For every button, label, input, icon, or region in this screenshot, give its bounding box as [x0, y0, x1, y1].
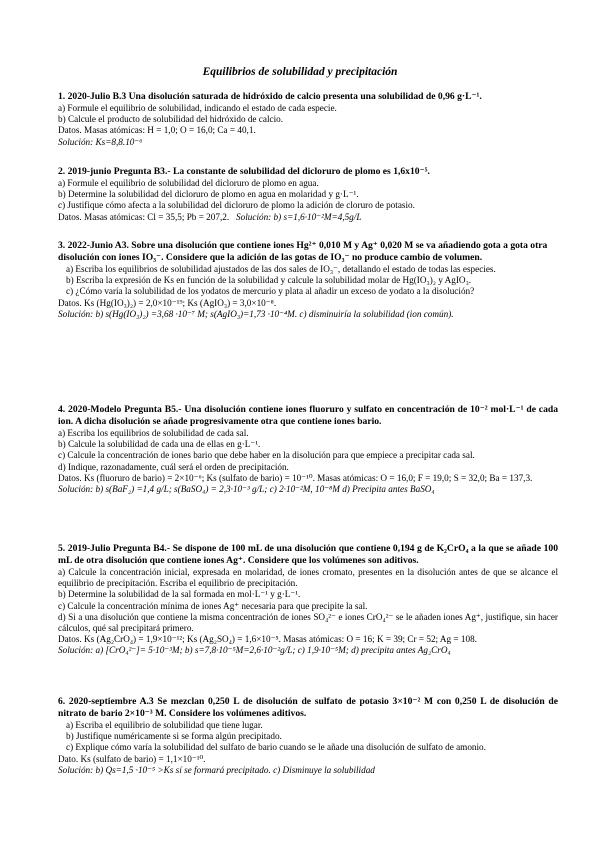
exercise-3-solution: Solución: b) s(Hg(IO₃)₂) =3,68 ·10⁻⁷ M; s(AgIO₃)=1,73 ·10⁻⁴M. c) disminuiría la solubilidad (ion común). [58, 308, 454, 319]
exercise-6-part-a: a) Escriba el equilibrio de solubilidad que tiene lugar. [66, 720, 263, 730]
exercise-4-part-b: b) Calcule la solubilidad de cada una de ellas en g·L⁻¹. [58, 439, 261, 450]
exercise-4-solution: Solución: b) s(BaF₂) =1,4 g/L; s(BaSO₄) = 2,3·10⁻³ g/L; c) 2·10⁻²M, 10⁻⁸M d) Precipita antes BaSO₄ [58, 484, 435, 495]
exercise-2 [58, 166, 558, 223]
exercise-5-part-a: a) Calcule la concentración inicial, expresada en molaridad, de iones cromato, presentes en la disolución antes de que se alcance el equilibrio de precipitación. Escriba el equilibrio de precipitación. [58, 567, 558, 589]
exercise-2-part-b: b) Determine la solubilidad del dicloruro de plomo en agua en molaridad y g·L⁻¹. [58, 189, 359, 200]
exercise-5 [58, 543, 558, 657]
page-title: Equilibrios de solubilidad y precipitación [202, 66, 398, 78]
exercise-3-part-b: b) Escriba la expresión de Ks en función de la solubilidad y calcule la solubilidad molar de Hg(IO₃)₂ y AgIO₃. [66, 275, 472, 286]
exercise-2-heading: 2. 2019-junio Pregunta B3.- La constante de solubilidad del dicloruro de plomo es 1,6x10⁻⁵. [58, 166, 430, 177]
exercise-6-solution: Solución: b) Qs=1,5 ·10⁻⁵ >Ks sí se formará precipitado. c) Disminuye la solubilidad [58, 764, 375, 775]
exercise-4-part-d: d) Indique, razonadamente, cuál será el orden de precipitación. [58, 461, 289, 472]
exercise-4-part-c: c) Calcule la concentración de iones bario que debe haber en la disolución para que empiece a precipitar cada sal. [58, 450, 475, 461]
exercise-2-data-line [58, 212, 558, 223]
exercise-1-data: Datos. Masas atómicas: H = 1,0; O = 16,0; Ca = 40,1. [58, 125, 256, 136]
exercise-4-data: Datos. Ks (fluoruro de bario) = 2×10⁻⁶; Ks (sulfato de bario) = 10⁻¹⁰. Masas atómicas: O = 16,0; F = 19,0; S = 32,0; Ba = 137,3. [58, 472, 533, 483]
exercise-5-data: Datos. Ks (Ag₂CrO₄) = 1,9×10⁻¹²; Ks (Ag₂SO₄) = 1,6×10⁻⁵. Masas atómicas: O = 16; K = 39; Cr = 52; Ag = 108. [58, 634, 477, 645]
exercise-6-part-c: c) Explique cómo varía la solubilidad del sulfato de bario cuando se le añade una disolución de sulfato de amonio. [66, 742, 486, 753]
exercise-1-heading: 1. 2020-Julio B.3 Una disolución saturada de hidróxido de calcio presenta una solubilidad de 0,96 g·L⁻¹. [58, 91, 482, 102]
exercise-6-part-b: b) Justifique numéricamente si se forma algún precipitado. [66, 731, 282, 742]
exercise-3-heading: 3. 2022-Junio A3. Sobre una disolución que contiene iones Hg²⁺ 0,010 M y Ag⁺ 0,020 M se va añadiendo gota a gota otra disolución con iones IO₃⁻. Considere que la adición de las gotas de IO₃⁻ no produce cambio de volumen. [58, 240, 548, 263]
exercise-4-part-a: a) Escriba los equilibrios de solubilidad de cada sal. [58, 428, 249, 438]
exercise-3 [58, 240, 558, 320]
exercise-6-data: Dato. Ks (sulfato de bario) = 1,1×10⁻¹⁰. [58, 753, 206, 764]
exercise-4-heading: 4. 2020-Modelo Pregunta B5.- Una disolución contiene iones fluoruro y sulfato en concentración de 10⁻² mol·L⁻¹ de cada ion. A dicha disolución se añade progresivamente otra que contiene iones bario. [58, 404, 558, 427]
exercise-5-heading: 5. 2019-Julio Pregunta B4.- Se dispone de 100 mL de una disolución que contiene 0,194 g de K₂CrO₄ a la que se añade 100 mL de otra disolución que contiene iones Ag⁺. Considere que los volúmenes son aditivos. [58, 543, 558, 566]
exercise-6 [58, 696, 558, 776]
exercise-5-part-b: b) Determine la solubilidad de la sal formada en mol·L⁻¹ y g·L⁻¹. [58, 589, 301, 600]
exercise-2-part-c: c) Justifique cómo afecta a la solubilidad del dicloruro de plomo la adición de cloruro de potasio. [58, 200, 415, 211]
exercise-3-part-c: c) ¿Cómo varía la solubilidad de los yodatos de mercurio y plata al añadir un exceso de yodato a la disolución? [66, 286, 475, 297]
exercise-3-part-a: a) Escriba los equilibrios de solubilidad ajustados de las dos sales de IO₃⁻, detallando el estado de todas las especies. [66, 264, 496, 274]
exercise-3-data: Datos. Ks (Hg(IO₃)₂) = 2,0×10⁻¹⁹; Ks (AgIO₃) = 3,0×10⁻⁸. [58, 297, 277, 308]
exercise-5-part-c: c) Calcule la concentración mínima de iones Ag⁺ necesaria para que precipite la sal. [58, 600, 368, 611]
exercise-6-heading: 6. 2020-septiembre A.3 Se mezclan 0,250 L de disolución de sulfato de potasio 3×10⁻² M con 0,250 L de disolución de nitrato de bario 2×10⁻³ M. Considere los volúmenes aditivos. [58, 696, 558, 719]
exercise-1 [58, 91, 558, 148]
exercise-2-solution: Solución: b) s=1,6·10⁻²M=4,5g/L [236, 211, 362, 222]
exercise-2-part-a: a) Formule el equilibrio de solubilidad del dicloruro de plomo en agua. [58, 178, 319, 188]
exercise-4 [58, 404, 558, 495]
exercise-2-data: Datos. Masas atómicas: Cl = 35,5; Pb = 207,2. [58, 211, 230, 222]
exercise-5-solution: Solución: a) [CrO₄²⁻]= 5·10⁻³M; b) s=7,8·10⁻⁵M=2,6·10⁻²g/L; c) 1,9·10⁻⁵M; d) precipita antes Ag₂CrO₄ [58, 645, 451, 656]
exercise-1-part-a: a) Formule el equilibrio de solubilidad, indicando el estado de cada especie. [58, 103, 337, 113]
exercise-1-part-b: b) Calcule el producto de solubilidad del hidróxido de calcio. [58, 114, 284, 125]
exercise-1-solution: Solución: Ks=8,8.10⁻⁶ [58, 136, 143, 147]
exercise-5-part-d: d) Si a una disolución que contiene la misma concentración de iones SO₄²⁻ e iones CrO₄²⁻ se le añaden iones Ag⁺, justifique, sin hacer cálculos, qué sal precipitará primero. [58, 611, 558, 634]
